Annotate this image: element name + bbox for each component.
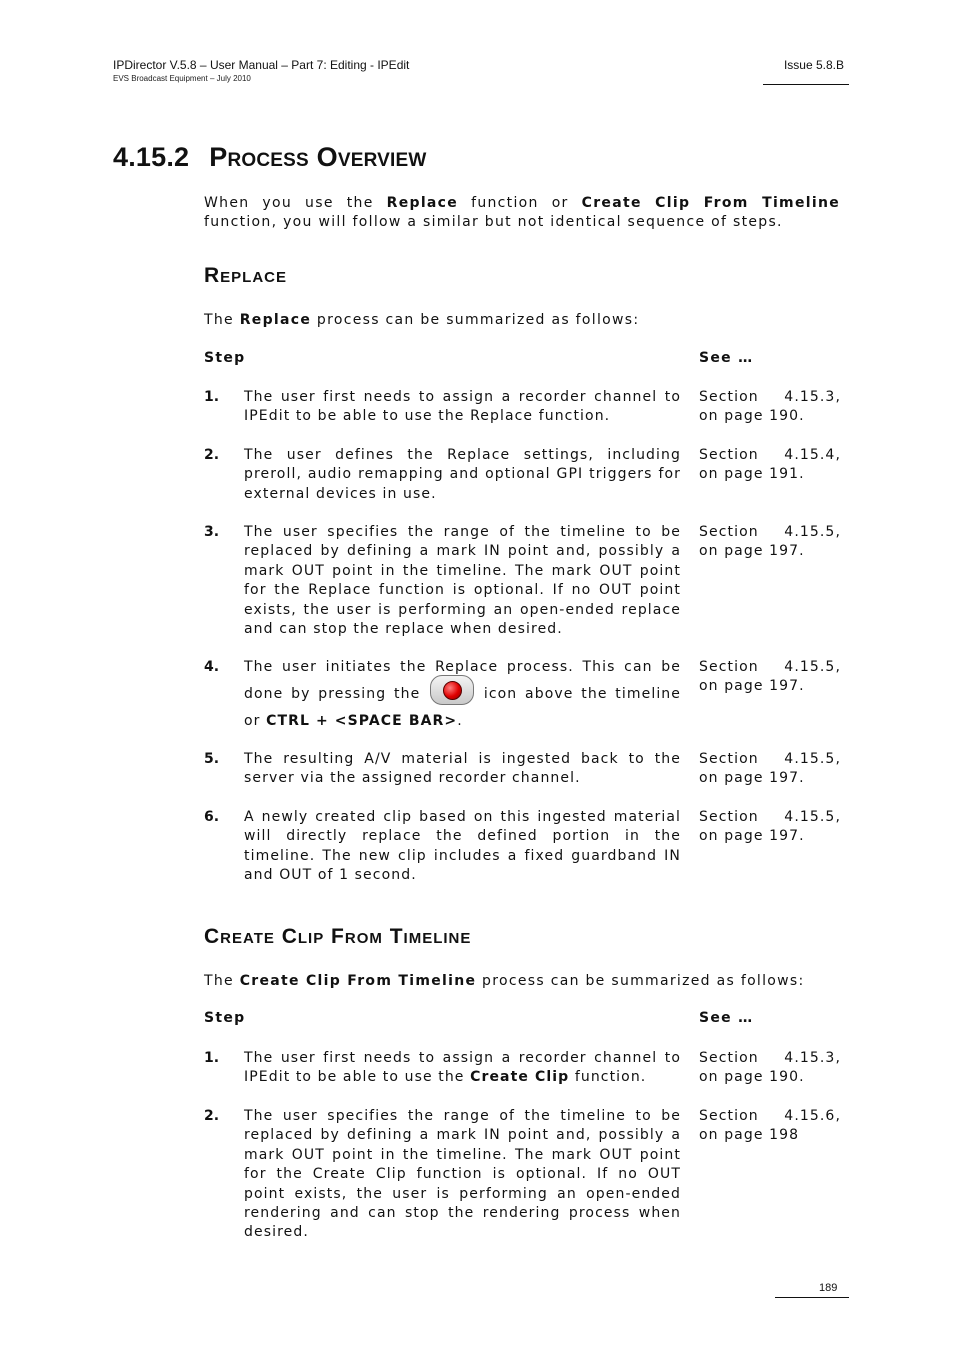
intro-bold-create-clip: Create Clip From Timeline [581, 195, 841, 211]
step-description: The user defines the Replace settings, including preroll, audio remapping and optional GPI triggers for external devices in use. [244, 447, 681, 502]
intro-text-3: function, you will follow a similar but not identical sequence of steps. [204, 214, 783, 231]
step-text-a: The user initiates the Replace process. This can be done by pressing the [244, 659, 681, 702]
step-number: 4. [204, 659, 220, 675]
replace-col-step: Step [204, 350, 246, 366]
step-reference: Section 4.15.4, on page 191. [699, 447, 841, 483]
step-description: The user first needs to assign a recorder channel to IPEdit to be able to use the Replace function. [244, 389, 681, 425]
header-title: IPDirector V.5.8 – User Manual – Part 7: Editing - IPEdit [113, 58, 410, 72]
step-description: The user specifies the range of the timeline to be replaced by defining a mark IN point and, possibly a mark OUT point in the timeline. The mark OUT point for the Create Clip function is optional. If no OUT point exists, the user is performing an open-ended rendering and can stop the rendering process when desired. [244, 1108, 681, 1241]
record-button-icon [430, 675, 474, 705]
step-text-b: icon above the timeline or [244, 686, 681, 729]
step-bold: Create Clip [470, 1069, 570, 1086]
step-text-c: . [457, 713, 463, 729]
intro-bold-replace: Replace [386, 195, 459, 211]
create-clip-summary [204, 972, 840, 991]
create-clip-summary-bold: Create Clip From Timeline [239, 973, 477, 989]
step-reference: Section 4.15.5, on page 197. [699, 524, 841, 560]
step-description [244, 1049, 681, 1088]
step-reference: Section 4.15.5, on page 197. [699, 751, 841, 787]
step-description [244, 655, 681, 733]
replace-summary-pre: The [204, 312, 240, 328]
replace-summary [204, 311, 840, 330]
step-number: 1. [204, 389, 220, 405]
create-clip-heading: Create Clip From Timeline [204, 925, 472, 948]
intro-paragraph [204, 194, 840, 233]
step-reference: Section 4.15.3, on page 190. [699, 1050, 841, 1086]
intro-text-1: When you use the [204, 195, 387, 211]
step-description: A newly created clip based on this ingested material will directly replace the defined portion in the timeline. The new clip includes a fixed guardband IN and OUT of 1 second. [244, 809, 681, 884]
create-clip-col-see: See … [699, 1010, 754, 1026]
step-number: 2. [204, 1108, 220, 1124]
step-shortcut: CTRL + <SPACE BAR> [266, 713, 458, 729]
step-text-a: The user first needs to assign a recorder channel to IPEdit to be able to use the [244, 1050, 681, 1086]
header-rule [763, 84, 849, 85]
header-subtitle: EVS Broadcast Equipment – July 2010 [113, 74, 251, 83]
step-number: 2. [204, 447, 220, 463]
step-reference: Section 4.15.3, on page 190. [699, 389, 841, 425]
footer-rule [775, 1297, 849, 1298]
step-reference: Section 4.15.5, on page 197. [699, 659, 841, 695]
create-clip-summary-post: process can be summarized as follows: [476, 973, 805, 989]
replace-summary-post: process can be summarized as follows: [311, 312, 640, 328]
step-text-c: function. [569, 1069, 647, 1086]
replace-heading: Replace [204, 264, 288, 287]
section-title [113, 142, 427, 173]
step-number: 6. [204, 809, 220, 825]
section-number: 4.15.2 [113, 142, 190, 172]
step-reference: Section 4.15.6, on page 198 [699, 1108, 841, 1144]
step-description: The user specifies the range of the timeline to be replaced by defining a mark IN point and, possibly a mark OUT point in the timeline. The mark OUT point for the Replace function is optional. If no OUT point exists, the user is performing an open-ended replace and can stop the replace when desired. [244, 524, 681, 638]
step-reference: Section 4.15.5, on page 197. [699, 809, 841, 845]
step-number: 5. [204, 751, 220, 767]
create-clip-summary-pre: The [204, 973, 240, 989]
step-description: The resulting A/V material is ingested back to the server via the assigned recorder channel. [244, 751, 681, 787]
create-clip-col-step: Step [204, 1010, 246, 1026]
header-issue: Issue 5.8.B [783, 58, 844, 72]
page-number: 189 [819, 1282, 838, 1294]
replace-summary-bold: Replace [239, 312, 312, 328]
replace-col-see: See … [699, 350, 754, 366]
step-number: 1. [204, 1050, 220, 1066]
page-header [113, 58, 409, 83]
intro-text-2: function or [458, 195, 582, 211]
section-title-text: Process Overview [209, 142, 427, 172]
step-number: 3. [204, 524, 220, 540]
